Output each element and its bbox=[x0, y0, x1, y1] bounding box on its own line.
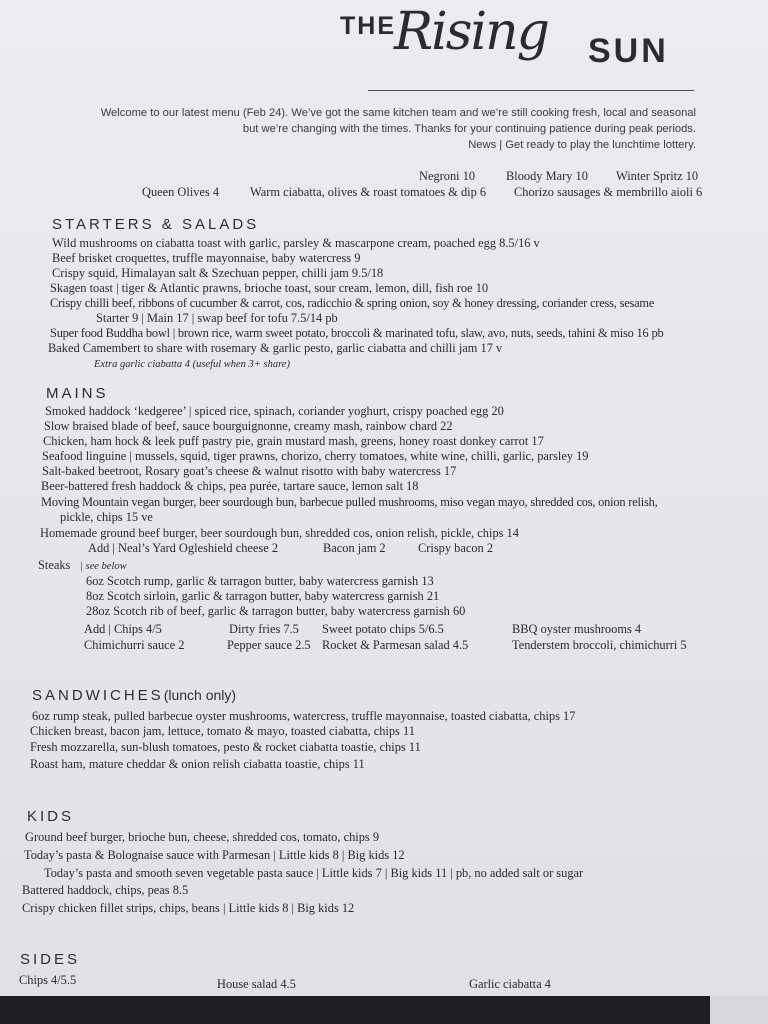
steak-extra: BBQ oyster mushrooms 4 bbox=[512, 622, 642, 636]
steak-extra: Tenderstem broccoli, chimichurri 5 bbox=[512, 638, 687, 652]
side-item: House salad 4.5 bbox=[217, 977, 296, 991]
menu-item: Beer-battered fresh haddock & chips, pea purée, tartare sauce, lemon salt 18 bbox=[41, 479, 419, 493]
sandwiches-title: SANDWICHES bbox=[32, 687, 164, 704]
section-title-sandwiches bbox=[32, 687, 236, 704]
intro-text bbox=[96, 105, 696, 153]
menu-item: 6oz rump steak, pulled barbecue oyster mushrooms, watercress, truffle mayonnaise, toasted ciabatta, chips 17 bbox=[32, 709, 576, 723]
menu-item: Smoked haddock ‘kedgeree’ | spiced rice, spinach, coriander yoghurt, crispy poached egg 20 bbox=[45, 404, 504, 418]
brand-underline bbox=[368, 90, 694, 91]
steak-extra: Add | Chips 4/5 bbox=[84, 622, 162, 636]
steak-extra: Chimichurri sauce 2 bbox=[84, 638, 185, 652]
menu-item: Chicken, ham hock & leek puff pastry pie, grain mustard mash, greens, honey roast donkey carrot 17 bbox=[43, 434, 544, 448]
side-item: Chips 4/5.5 bbox=[19, 973, 77, 987]
menu-item: Skagen toast | tiger & Atlantic prawns, brioche toast, sour cream, lemon, dill, fish roe 10 bbox=[50, 281, 489, 295]
steak-item: 8oz Scotch sirloin, garlic & tarragon butter, baby watercress garnish 21 bbox=[86, 589, 440, 603]
menu-item: Homemade ground beef burger, beer sourdough bun, shredded cos, onion relish, pickle, chips 14 bbox=[40, 526, 519, 540]
burger-add-on: Add | Neal’s Yard Ogleshield cheese 2 bbox=[88, 541, 279, 555]
menu-item: Roast ham, mature cheddar & onion relish ciabatta toastie, chips 11 bbox=[30, 757, 365, 771]
menu-note: Extra garlic ciabatta 4 (useful when 3+ share) bbox=[94, 359, 290, 370]
menu-item: Baked Camembert to share with rosemary & garlic pesto, garlic ciabatta and chilli jam 17 v bbox=[48, 341, 503, 355]
steak-extra: Pepper sauce 2.5 bbox=[227, 638, 311, 652]
menu-item: Slow braised blade of beef, sauce bourguignonne, creamy mash, rainbow chard 22 bbox=[44, 419, 453, 433]
menu-item: Salt-baked beetroot, Rosary goat’s cheese & walnut risotto with baby watercress 17 bbox=[42, 464, 457, 478]
menu-item: Moving Mountain vegan burger, beer sourdough bun, barbecue pulled mushrooms, miso vegan mayo, shredded cos, onion relish, bbox=[41, 495, 658, 509]
brand-sun: SUN bbox=[588, 32, 669, 70]
menu-item: Today’s pasta & Bolognaise sauce with Parmesan | Little kids 8 | Big kids 12 bbox=[24, 848, 405, 862]
section-title-sides: SIDES bbox=[20, 951, 81, 968]
menu-item: Today’s pasta and smooth seven vegetable pasta sauce | Little kids 7 | Big kids 11 | pb, no added salt or sugar bbox=[44, 866, 584, 880]
drink-bloody-mary: Bloody Mary 10 bbox=[506, 169, 588, 183]
menu-item: Super food Buddha bowl | brown rice, warm sweet potato, broccoli & marinated tofu, slaw, avo, nuts, seeds, tahini & miso 16 pb bbox=[50, 326, 664, 340]
intro-line: News | Get ready to play the lunchtime lottery. bbox=[468, 139, 696, 151]
steaks-note: | see below bbox=[80, 561, 127, 572]
steaks-label: Steaks bbox=[38, 558, 71, 572]
intro-line: but we’re changing with the times. Thanks for your continuing patience during peak periods. bbox=[242, 123, 696, 135]
nibble-ciabatta: Warm ciabatta, olives & roast tomatoes & dip 6 bbox=[250, 185, 487, 199]
menu-item: Fresh mozzarella, sun-blush tomatoes, pesto & rocket ciabatta toastie, chips 11 bbox=[30, 740, 421, 754]
steak-extra: Dirty fries 7.5 bbox=[229, 622, 299, 636]
section-title-mains: MAINS bbox=[46, 385, 109, 402]
menu-item: Crispy chilli beef, ribbons of cucumber & carrot, cos, radicchio & spring onion, soy & honey dressing, coriander cress, sesame bbox=[50, 296, 655, 310]
menu-item: pickle, chips 15 ve bbox=[60, 510, 153, 524]
section-title-starters: STARTERS & SALADS bbox=[52, 216, 260, 233]
menu-item: Chicken breast, bacon jam, lettuce, tomato & mayo, toasted ciabatta, chips 11 bbox=[30, 724, 415, 738]
menu-item: Battered haddock, chips, peas 8.5 bbox=[22, 883, 189, 897]
menu-item: Wild mushrooms on ciabatta toast with garlic, parsley & mascarpone cream, poached egg 8.5/16 v bbox=[52, 236, 540, 250]
nibble-chorizo: Chorizo sausages & membrillo aioli 6 bbox=[514, 185, 703, 199]
nibble-olives: Queen Olives 4 bbox=[142, 185, 220, 199]
drink-winter-spritz: Winter Spritz 10 bbox=[616, 169, 699, 183]
menu-item-price: Starter 9 | Main 17 | swap beef for tofu 7.5/14 pb bbox=[96, 311, 338, 325]
menu-item: Seafood linguine | mussels, squid, tiger prawns, chorizo, cherry tomatoes, white wine, chilli, garlic, parsley 19 bbox=[42, 449, 589, 463]
steak-extra: Sweet potato chips 5/6.5 bbox=[322, 622, 444, 636]
steak-item: 28oz Scotch rib of beef, garlic & tarragon butter, baby watercress garnish 60 bbox=[86, 604, 466, 618]
intro-line: Welcome to our latest menu (Feb 24). We’ve got the same kitchen team and we’re still cooking fresh, local and seasonal bbox=[100, 107, 696, 119]
drink-negroni: Negroni 10 bbox=[419, 169, 476, 183]
brand-the: THE bbox=[340, 12, 396, 40]
menu-item: Crispy squid, Himalayan salt & Szechuan pepper, chilli jam 9.5/18 bbox=[52, 266, 384, 280]
menu-item: Beef brisket croquettes, truffle mayonnaise, baby watercress 9 bbox=[52, 251, 361, 265]
burger-add-on: Bacon jam 2 bbox=[323, 541, 386, 555]
brand-rising-script: Rising bbox=[394, 2, 548, 62]
side-item: Garlic ciabatta 4 bbox=[469, 977, 551, 991]
table-surface bbox=[0, 996, 710, 1024]
steak-extra: Rocket & Parmesan salad 4.5 bbox=[322, 638, 469, 652]
steak-item: 6oz Scotch rump, garlic & tarragon butter, baby watercress garnish 13 bbox=[86, 574, 434, 588]
burger-add-on: Crispy bacon 2 bbox=[418, 541, 494, 555]
section-title-kids: KIDS bbox=[27, 808, 75, 825]
menu-item: Ground beef burger, brioche bun, cheese, shredded cos, tomato, chips 9 bbox=[25, 830, 380, 844]
background-edge bbox=[710, 996, 768, 1024]
sandwiches-subtitle: (lunch only) bbox=[163, 687, 237, 703]
menu-item: Crispy chicken fillet strips, chips, beans | Little kids 8 | Big kids 12 bbox=[22, 901, 355, 915]
